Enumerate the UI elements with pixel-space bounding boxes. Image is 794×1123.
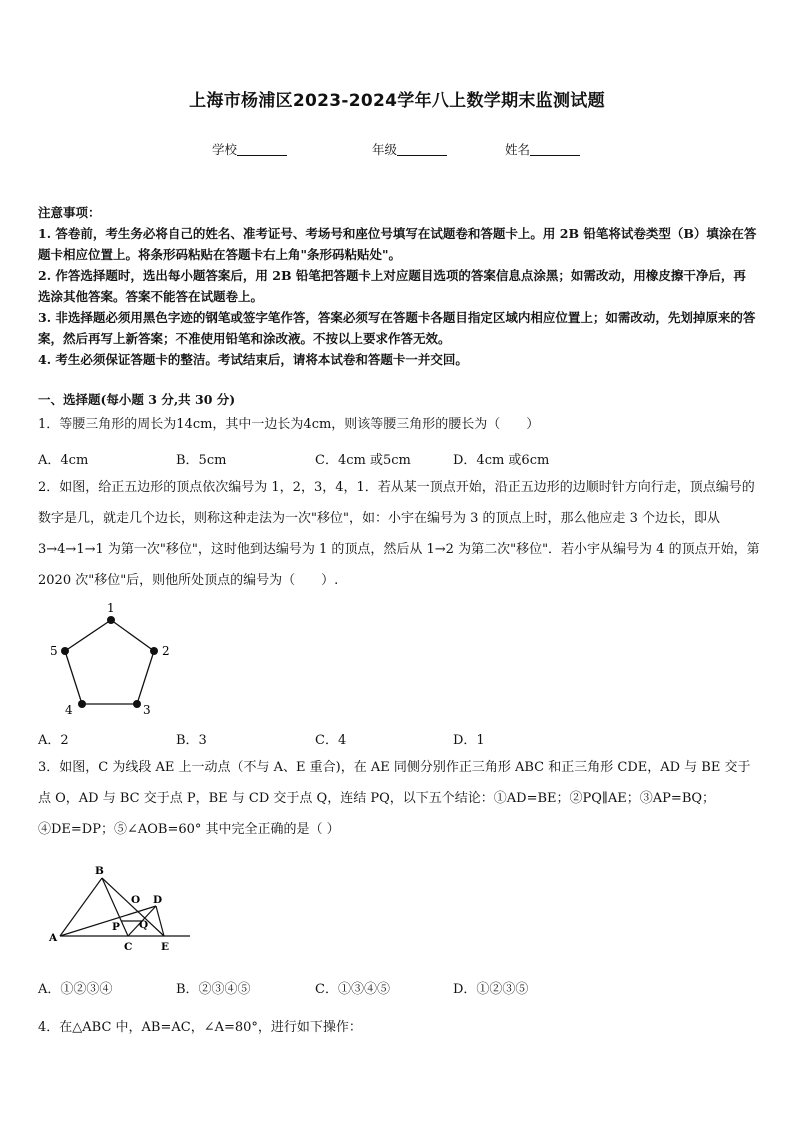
option-d: D．①②③⑤ — [453, 982, 529, 997]
point-label-b: B — [95, 865, 104, 877]
note-item: 1. 答卷前，考生务必将自己的姓名、准考证号、考场号和座位号填写在试题卷和答题卡上。用 2B 铅笔将试卷类型（B）填涂在答题卡相应位置上。将条形码粘贴在答题卡右上角"条形码粘贴处"。 — [38, 226, 757, 262]
question-4 — [38, 1012, 760, 1043]
point-label-o: O — [131, 894, 141, 906]
option-b: B．②③④⑤ — [176, 982, 251, 997]
option-a: A．①②③④ — [38, 982, 113, 997]
vertex-dot — [61, 647, 69, 655]
section-heading: 一、选择题(每小题 3 分,共 30 分) — [38, 392, 236, 407]
triangle-figure — [40, 858, 210, 958]
name-field — [505, 140, 580, 158]
option-d: D．4cm 或6cm — [453, 453, 550, 468]
option-c: C．①③④⑤ — [315, 982, 390, 997]
question-1 — [38, 409, 760, 440]
vertex-dot — [133, 700, 141, 708]
vertex-dot — [107, 616, 115, 624]
vertex-label-1: 1 — [107, 601, 115, 615]
name-blank — [530, 143, 580, 156]
grade-blank — [397, 143, 447, 156]
page-title: 上海市杨浦区2023-2024学年八上数学期末监测试题 — [189, 91, 605, 111]
note-item: 3. 非选择题必须用黑色字迹的钢笔或签字笔作答，答案必须写在答题卡各题目指定区域内相应位置上；如需改动，先划掉原来的答案，然后再写上新答案；不准使用铅笔和涂改液。不按以上要求作答无效。 — [38, 310, 756, 346]
triangle-lines — [60, 878, 190, 936]
school-label: 学校 — [212, 142, 238, 157]
pentagon-figure — [40, 598, 190, 718]
vertex-label-4: 4 — [65, 703, 73, 717]
question-3 — [38, 752, 760, 845]
point-label-e: E — [161, 941, 170, 953]
question-4-stem: 4．在△ABC 中，AB=AC，∠A=80°，进行如下操作： — [38, 1020, 362, 1035]
name-label: 姓名 — [505, 142, 531, 157]
vertex-label-5: 5 — [50, 644, 58, 658]
option-d: D．1 — [453, 733, 485, 748]
point-label-c: C — [124, 941, 133, 953]
question-2-stem: 2．如图，给正五边形的顶点依次编号为 1，2，3，4，1．若从某一顶点开始，沿正五边形的边顺时针方向行走，顶点编号的数字是几，就走几个边长，则称这种走法为一次"移位"，如：小宇在编号为 3 的顶点上时，那么他应走 3 个边长，即从 3→4→1→1 为第一次"移位"，这时他到达编号为 1 的顶点，然后从 1→2 为第二次"移位"．若小宇从编号为 4 的顶点开始，第 2020 次"移位"后，则他所处顶点的编号为（ ）. — [38, 480, 760, 588]
exam-notes — [38, 202, 758, 370]
vertex-label-2: 2 — [162, 644, 170, 658]
vertex-dot — [150, 647, 158, 655]
point-label-q: Q — [139, 919, 149, 931]
question-2 — [38, 472, 760, 596]
option-a: A．2 — [38, 733, 69, 748]
point-label-a: A — [49, 932, 58, 944]
vertex-dot — [78, 700, 86, 708]
school-field — [212, 140, 287, 158]
option-b: B．3 — [176, 733, 207, 748]
school-blank — [237, 143, 287, 156]
notes-heading: 注意事项： — [38, 205, 101, 220]
grade-field — [372, 140, 447, 158]
point-label-p: P — [112, 921, 120, 933]
question-1-stem: 1．等腰三角形的周长为14cm，其中一边长为4cm，则该等腰三角形的腰长为（ ） — [38, 417, 540, 432]
note-item: 4. 考生必须保证答题卡的整洁。考试结束后，请将本试卷和答题卡一并交回。 — [38, 352, 468, 367]
option-c: C．4cm 或5cm — [315, 453, 411, 468]
note-item: 2. 作答选择题时，选出每小题答案后，用 2B 铅笔把答题卡上对应题目选项的答案信息点涂黑；如需改动，用橡皮擦干净后，再选涂其他答案。答案不能答在试题卷上。 — [38, 268, 746, 304]
option-b: B．5cm — [176, 453, 227, 468]
option-c: C．4 — [315, 733, 347, 748]
grade-label: 年级 — [372, 142, 398, 157]
option-a: A．4cm — [38, 453, 89, 468]
vertex-label-3: 3 — [143, 703, 151, 717]
pentagon-shape — [65, 620, 154, 704]
question-3-stem: 3．如图，C 为线段 AE 上一动点（不与 A、E 重合)，在 AE 同侧分别作正三角形 ABC 和正三角形 CDE，AD 与 BE 交于点 O，AD 与 BC 交于点 P，BE 与 CD 交于点 Q，连结 PQ，以下五个结论：①AD=BE；②PQ∥AE；③AP=BQ；④DE=DP；⑤∠AOB=60° 其中完全正确的是（ ） — [38, 760, 751, 837]
point-label-d: D — [153, 894, 163, 906]
